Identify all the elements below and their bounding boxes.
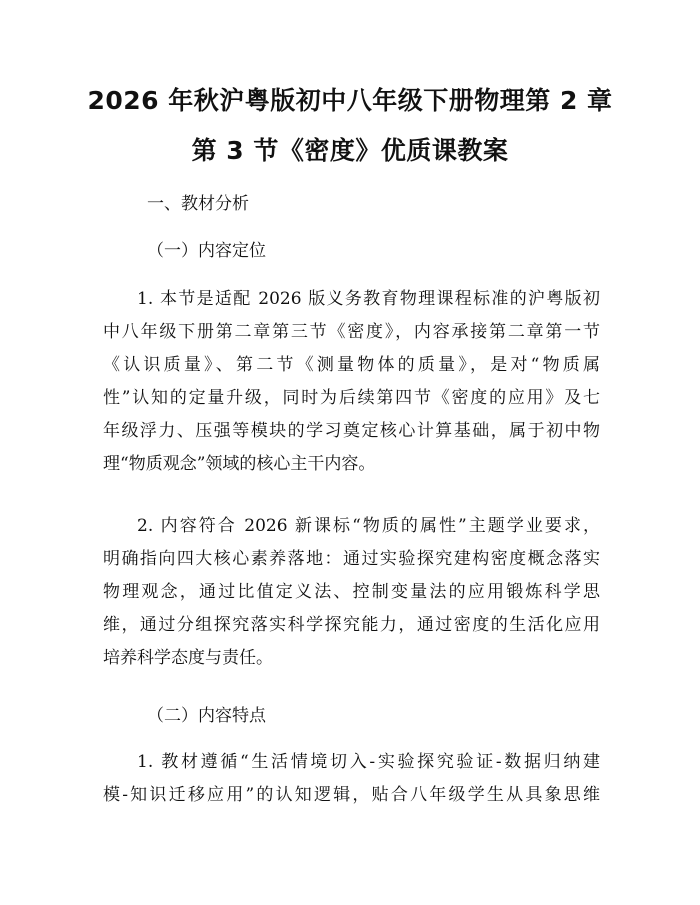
paragraph-line: 1. 本节是适配 2026 版义务教育物理课程标准的沪粤版初: [137, 289, 600, 309]
document-title-line-2: 第 3 节《密度》优质课教案: [191, 136, 509, 165]
subsection-heading-content-positioning: （一）内容定位: [147, 241, 266, 261]
paragraph-1: [103, 287, 600, 485]
paragraph-line: 1. 教材遵循“生活情境切入-实验探究验证-数据归纳建: [137, 752, 600, 772]
paragraph-line: 理“物质观念”领域的核心主干内容。: [103, 454, 376, 474]
paragraph-line: 明确指向四大核心素养落地：通过实验探究建构密度概念落实: [103, 549, 600, 569]
section-heading-textbook-analysis: 一、教材分析: [147, 194, 249, 214]
paragraph-line: 年级浮力、压强等模块的学习奠定核心计算基础，属于初中物: [103, 421, 600, 441]
paragraph-line: 中八年级下册第二章第三节《密度》，内容承接第二章第一节: [103, 322, 600, 342]
paragraph-line: 培养科学态度与责任。: [103, 648, 273, 668]
paragraph-2: [103, 514, 600, 679]
paragraph-line: 2. 内容符合 2026 新课标“物质的属性”主题学业要求，: [137, 516, 600, 536]
paragraph-3: [103, 750, 600, 816]
paragraph-line: 模-知识迁移应用”的认知逻辑，贴合八年级学生从具象思维: [103, 785, 600, 805]
subsection-heading-content-features: （二）内容特点: [147, 706, 266, 726]
paragraph-line: 维，通过分组探究落实科学探究能力，通过密度的生活化应用: [103, 615, 600, 635]
paragraph-line: 《认识质量》、第二节《测量物体的质量》，是对“物质属: [103, 355, 600, 375]
paragraph-line: 物理观念，通过比值定义法、控制变量法的应用锻炼科学思: [103, 582, 600, 602]
document-title-line-1: 2026 年秋沪粤版初中八年级下册物理第 2 章: [87, 86, 613, 115]
paragraph-line: 性”认知的定量升级，同时为后续第四节《密度的应用》及七: [103, 388, 600, 408]
